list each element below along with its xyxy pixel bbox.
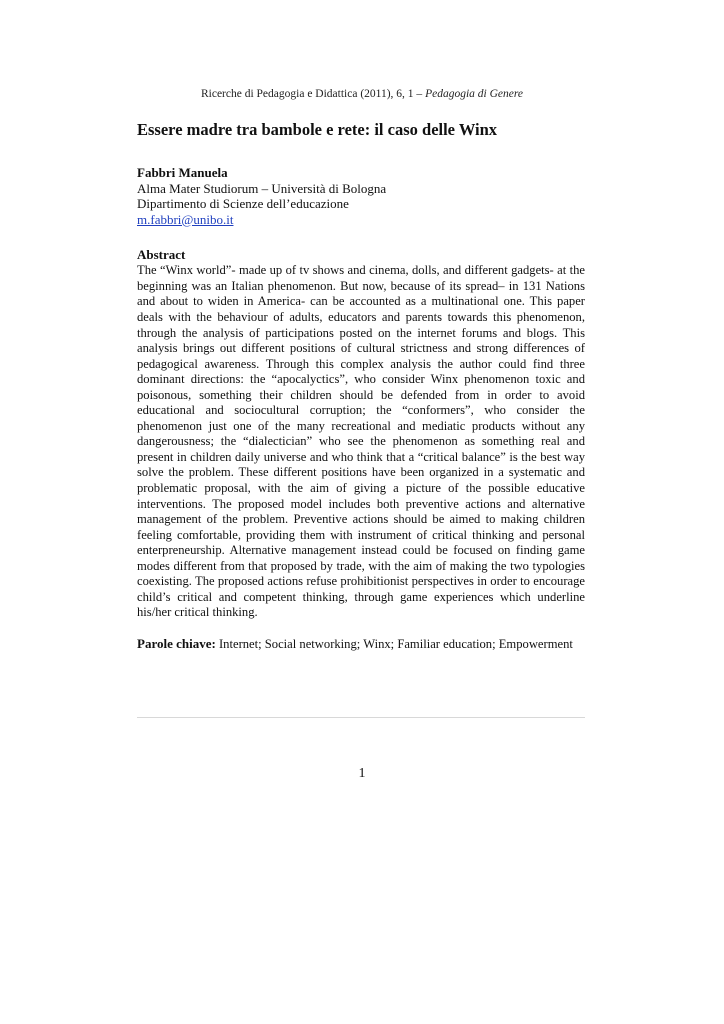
author-affiliation: Alma Mater Studiorum – Università di Bologna — [137, 180, 387, 196]
abstract-body: The “Winx world”- made up of tv shows and cinema, dolls, and different gadgets- at the beginning was an Italian phenomenon. But now, because of its spread– in 131 Nations and about to widen in America- can be accounted as a multinational one. This paper deals with the behaviour of adults, educators and parents towards this phenomenon, through the analysis of participations posted on the internet forums and blogs. This analysis brings out different positions of cultural strictness and strong differences of pedagogical awareness. Through this complex analysis the author could find three dominant directions: the “apocalyctics”, who consider Winx phenomenon toxic and poisonous, something their children should be defended from in order to avoid educational and sociocultural corruption; the “conformers”, who consider the phenomenon just one of the many recreational and mediatic products without any dangerousness; the “dialectician” who see the phenomenon as something real and present in children daily universe and who think that a “critical balance” is the best way solve the problem. These different positions have been organized in a systematic and problematic proposal, with the aim of giving a picture of the possible educative interventions. The proposed model includes both preventive actions and alternative management of the problem. Preventive actions should be aimed to making children feeling comfortable, providing them with instrument of critical thinking and personal enterpreneurship. Alternative management instead could be focused on finding game modes different from that proposed by trade, with the aim of making the two typologies coexisting. The proposed actions refuse prohibitionist perspectives in order to encourage child’s critical and competent thinking, through game experiences which underline his/her critical thinking. — [137, 263, 585, 620]
author-email-link[interactable]: m.fabbri@unibo.it — [137, 211, 234, 227]
author-block — [137, 165, 585, 227]
article-title: Essere madre tra bambole e rete: il caso delle Winx — [137, 120, 498, 139]
running-header — [0, 88, 724, 100]
author-name: Fabbri Manuela — [137, 165, 228, 180]
author-department: Dipartimento di Scienze dell’educazione — [137, 196, 349, 212]
keywords-label: Parole chiave: — [137, 635, 216, 651]
article-content — [137, 120, 585, 653]
footer-divider — [137, 717, 585, 718]
page-number: 1 — [358, 766, 366, 781]
keywords-list: Internet; Social networking; Winx; Familiar education; Empowerment — [218, 636, 573, 651]
journal-section: Pedagogia di Genere — [425, 88, 523, 100]
keywords — [137, 636, 585, 653]
journal-citation: Ricerche di Pedagogia e Didattica (2011), 6, 1 – — [200, 88, 423, 100]
abstract-heading: Abstract — [137, 247, 186, 263]
